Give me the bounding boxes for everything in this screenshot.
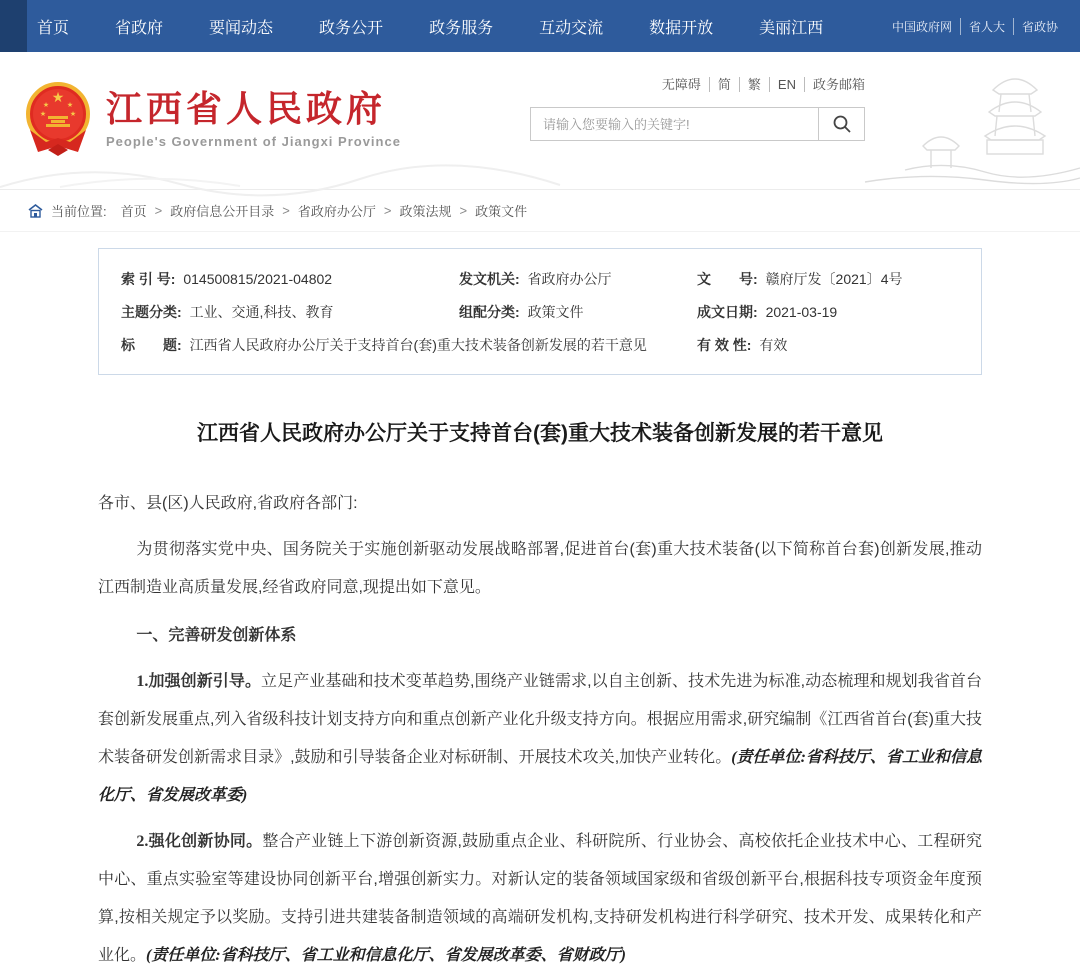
site-brand[interactable]	[22, 80, 401, 158]
document-salutation: 各市、县(区)人民政府,省政府各部门:	[98, 495, 358, 512]
section-1-heading: 一、完善研发创新体系	[136, 627, 297, 644]
search-button[interactable]	[818, 108, 864, 140]
breadcrumb-separator: >	[282, 203, 290, 218]
meta-index-label: 索 引 号:	[121, 271, 176, 287]
meta-validity	[697, 329, 981, 362]
meta-group-category	[459, 296, 697, 329]
main-content	[98, 248, 982, 975]
site-search	[530, 107, 865, 141]
nav-item-gov-services[interactable]: 政务服务	[429, 19, 494, 37]
meta-document-title	[121, 329, 697, 362]
meta-date-label: 成文日期:	[697, 304, 758, 320]
item-2-lead: 2.强化创新协同。	[136, 833, 263, 850]
link-provincial-cppcc[interactable]: 省政协	[1013, 18, 1066, 35]
meta-topic-value: 工业、交通,科技、教育	[189, 304, 334, 320]
meta-topic-category	[121, 296, 459, 329]
nav-item-home[interactable]: 首页	[37, 19, 70, 37]
search-input[interactable]	[531, 108, 818, 140]
item-1-body: 立足产业基础和技术变革趋势,围绕产业链需求,以自主创新、技术先进为标准,动态梳理和规划我省首台套创新发展重点,列入省级科技计划支持方向和重点创新产业化升级支持方向。根据应用需求,研究编制《江西省首台(套)重大技术装备研发创新需求目录》,鼓励和引导装备企业对标研制、开展技术攻关,加快产业转化。	[98, 673, 982, 766]
breadcrumb-separator: >	[154, 203, 163, 218]
meta-title-label: 标 题:	[121, 337, 182, 353]
nav-item-gov-affairs-disclosure[interactable]: 政务公开	[319, 19, 384, 37]
site-title: 江西省人民政府	[106, 87, 387, 129]
breadcrumb-item-home[interactable]: 首页	[120, 204, 147, 219]
link-provincial-peoples-congress[interactable]: 省人大	[960, 18, 1013, 35]
meta-docnum-value: 赣府厅发〔2021〕4号	[765, 271, 903, 287]
svg-text:★: ★	[39, 111, 47, 118]
section-1-item-1	[98, 663, 982, 815]
item-1-lead: 1.加强创新引导。	[136, 673, 262, 690]
link-gov-mailbox[interactable]: 政务邮箱	[804, 77, 865, 92]
svg-text:★: ★	[66, 102, 74, 109]
breadcrumb-item-policy-regulations[interactable]: 政策法规	[399, 204, 452, 219]
item-2-responsible-units: (责任单位:省科技厅、省工业和信息化厅、省发展改革委、省财政厅)	[146, 947, 627, 964]
nav-item-provincial-government[interactable]: 省政府	[115, 19, 164, 37]
breadcrumb-item-policy-documents[interactable]: 政策文件	[475, 204, 528, 219]
svg-text:★: ★	[69, 111, 77, 118]
link-simplified-chinese[interactable]: 简	[709, 77, 739, 92]
document-intro-paragraph: 为贯彻落实党中央、国务院关于实施创新驱动发展战略部署,促进首台(套)重大技术装备(以下简称首台套)创新发展,推动江西制造业高质量发展,经省政府同意,现提出如下意见。	[98, 541, 982, 596]
item-2-body: 整合产业链上下游创新资源,鼓励重点企业、科研院所、行业协会、高校依托企业技术中心、工程研究中心、重点实验室等建设协同创新平台,增强创新实力。对新认定的装备领域国家级和省级创新平台,根据科技专项资金年度预算,按相关规定予以奖励。支持引进共建装备制造领域的高端研发机构,支持研发机构进行科学研究、技术开发、成果转化和产业化。	[98, 833, 982, 964]
nav-item-open-data[interactable]: 数据开放	[649, 19, 714, 37]
nav-external-links	[884, 0, 1066, 52]
meta-index-number	[121, 263, 459, 296]
nav-item-beautiful-jiangxi[interactable]: 美丽江西	[759, 19, 824, 37]
breadcrumb	[0, 190, 1080, 232]
site-header	[0, 52, 1080, 190]
national-emblem-logo	[22, 80, 94, 158]
breadcrumb-item-info-directory[interactable]: 政府信息公开目录	[170, 204, 275, 219]
breadcrumb-item-general-office[interactable]: 省政府办公厅	[297, 204, 376, 219]
breadcrumb-label: 当前位置:	[51, 204, 107, 219]
meta-docnum-label: 文 号:	[697, 271, 758, 287]
nav-item-interaction[interactable]: 互动交流	[539, 19, 604, 37]
meta-document-number	[697, 263, 981, 296]
meta-topic-label: 主题分类:	[121, 304, 182, 320]
document-title: 江西省人民政府办公厅关于支持首台(套)重大技术装备创新发展的若干意见	[197, 422, 883, 445]
svg-text:★: ★	[42, 102, 50, 109]
link-accessibility[interactable]: 无障碍	[661, 77, 701, 92]
document-metadata-table	[98, 248, 982, 375]
meta-issuing-agency	[459, 263, 697, 296]
svg-text:★: ★	[51, 89, 65, 105]
meta-valid-label: 有 效 性:	[697, 337, 752, 353]
header-utilities	[530, 74, 865, 141]
link-english[interactable]: EN	[769, 77, 804, 92]
meta-title-value: 江西省人民政府办公厅关于支持首台(套)重大技术装备创新发展的若干意见	[189, 337, 647, 353]
meta-date-value: 2021-03-19	[765, 304, 838, 320]
breadcrumb-separator: >	[459, 203, 468, 218]
search-icon	[832, 114, 852, 134]
site-subtitle-english: People's Government of Jiangxi Province	[106, 134, 401, 150]
meta-agency-label: 发文机关:	[459, 271, 520, 287]
link-traditional-chinese[interactable]: 繁	[739, 77, 769, 92]
nav-item-news[interactable]: 要闻动态	[209, 19, 274, 37]
brand-text	[106, 89, 401, 150]
item-1-responsible-units: (责任单位:省科技厅、省工业和信息化厅、省发展改革委)	[98, 749, 982, 804]
meta-group-label: 组配分类:	[459, 304, 520, 320]
nav-menu	[37, 15, 846, 38]
section-1-item-2	[98, 823, 982, 975]
meta-group-value: 政策文件	[527, 304, 584, 320]
meta-valid-value: 有效	[759, 337, 788, 353]
utility-links	[530, 74, 865, 93]
pavilion-artwork	[865, 60, 1080, 186]
policy-document	[98, 417, 982, 975]
nav-left-edge-decoration	[0, 0, 27, 52]
link-china-gov-site[interactable]: 中国政府网	[891, 19, 952, 34]
meta-index-value: 014500815/2021-04802	[183, 271, 333, 287]
meta-agency-value: 省政府办公厅	[527, 271, 612, 287]
meta-written-date	[697, 296, 981, 329]
breadcrumb-separator: >	[383, 203, 392, 218]
top-navigation-bar	[0, 0, 1080, 52]
home-icon	[28, 204, 43, 218]
